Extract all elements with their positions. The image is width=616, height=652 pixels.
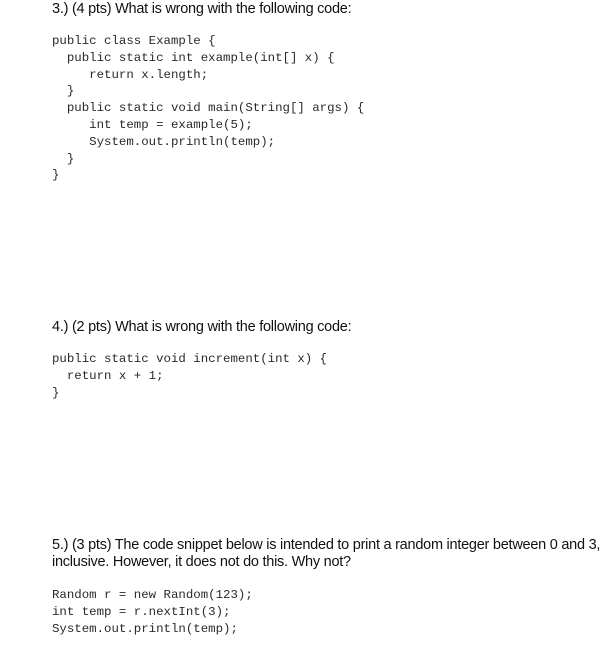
code-line: public static void main(String[] args) { (52, 101, 365, 116)
question-5-code-block (52, 587, 253, 637)
code-line: } (52, 151, 75, 166)
code-line: System.out.println(temp); (52, 621, 238, 636)
code-line: System.out.println(temp); (52, 134, 276, 149)
code-line: public static int example(int[] x) { (52, 50, 335, 65)
code-line: public class Example { (52, 34, 216, 48)
question-4-code-block (52, 351, 327, 401)
question-4-prompt: 4.) (2 pts) What is wrong with the following code: (52, 319, 352, 335)
question-3-code-block (52, 33, 364, 184)
question-3-prompt: 3.) (4 pts) What is wrong with the following code: (52, 1, 352, 17)
code-line: Random r = new Random(123); (52, 588, 253, 602)
code-line: public static void increment(int x) { (52, 352, 328, 366)
code-line: return x.length; (52, 67, 209, 82)
code-line: return x + 1; (52, 368, 164, 383)
code-line: } (52, 168, 60, 183)
code-line: } (52, 385, 60, 400)
question-5-prompt: 5.) (3 pts) The code snippet below is intended to print a random integer between 0 and 3, inclusive. However, it does not do this. Why not? (52, 537, 601, 570)
code-line: int temp = example(5); (52, 117, 253, 132)
code-line: } (52, 84, 75, 99)
code-line: int temp = r.nextInt(3); (52, 604, 231, 619)
